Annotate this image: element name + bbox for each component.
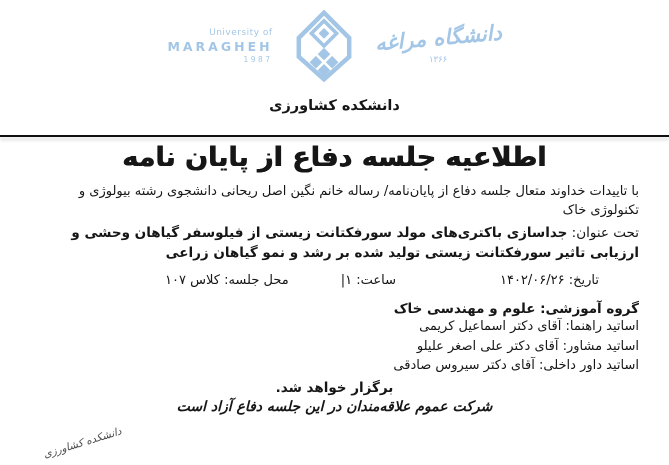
supervisor-line <box>30 318 639 337</box>
advisor-label: اساتید مشاور: <box>562 338 639 354</box>
logo-university-of-label: University of <box>209 27 273 38</box>
logo-year-fa: ۱۳۶۶ <box>428 54 448 65</box>
logo-english-text <box>167 28 272 64</box>
university-logo <box>0 0 669 84</box>
examiner-value: آقای دکتر سیروس صادقی <box>393 358 535 373</box>
date-value: ۱۴۰۲/۰۶/۲۶ <box>499 273 565 288</box>
internal-examiner-line <box>30 357 639 376</box>
date-label: تاریخ: <box>568 273 599 288</box>
time-label: ساعت: <box>356 273 396 288</box>
public-invitation-note: شرکت عموم علاقه‌مندان در این جلسه دفاع آزاد است <box>176 398 493 415</box>
announcement-body <box>0 182 669 415</box>
intro-line: با تاییدات خداوند متعال جلسه دفاع از پایان‌نامه/ رساله خانم نگین اصل ریحانی دانشجوی رشته بیولوژی و تکنولوژی خاک <box>78 184 639 218</box>
header-divider <box>0 135 669 137</box>
logo-persian-text <box>373 20 503 65</box>
advisor-line <box>30 338 639 357</box>
location-value: کلاس ۱۰۷ <box>165 273 220 288</box>
handwritten-signature: دانشکده کشاورزی <box>42 425 124 461</box>
location-label: محل جلسه: <box>224 273 289 288</box>
announcement-title: اطلاعیه جلسه دفاع از پایان نامه <box>122 142 547 173</box>
logo-name-fa: دانشگاه مراغه <box>373 20 503 56</box>
schedule-time <box>341 273 396 288</box>
examiner-label: اساتید داور داخلی: <box>538 358 639 373</box>
supervisor-value: آقای دکتر اسماعیل کریمی <box>419 319 562 334</box>
subject-label: تحت عنوان: <box>571 225 639 241</box>
department-line <box>30 301 639 317</box>
faculty-name: دانشکده کشاورزی <box>269 98 400 114</box>
schedule-date <box>500 273 599 288</box>
advisor-value: آقای دکتر علی اصغر علیلو <box>416 338 559 354</box>
department-label: گروه آموزشی: <box>540 301 639 317</box>
subject-title: جداسازی باکتری‌های مولد سورفکتانت زیستی از فیلوسفر گیاهان وحشی و ارزیابی تاثیر سورفکتانت زیستی تولید شده بر رشد و نمو گیاهان زراعی <box>71 225 639 261</box>
supervisor-label: اساتید راهنما: <box>565 319 639 334</box>
schedule-location <box>165 273 289 288</box>
logo-year-en: 1987 <box>243 54 273 64</box>
thesis-subject <box>30 223 639 263</box>
schedule-row <box>30 273 639 288</box>
closing-line: برگزار خواهد شد. <box>275 379 394 396</box>
maragheh-university-emblem-icon <box>285 10 363 82</box>
time-value: ۱| <box>340 273 353 288</box>
logo-name-en: MARAGHEH <box>167 39 273 55</box>
department-value: علوم و مهندسی خاک <box>393 301 536 317</box>
